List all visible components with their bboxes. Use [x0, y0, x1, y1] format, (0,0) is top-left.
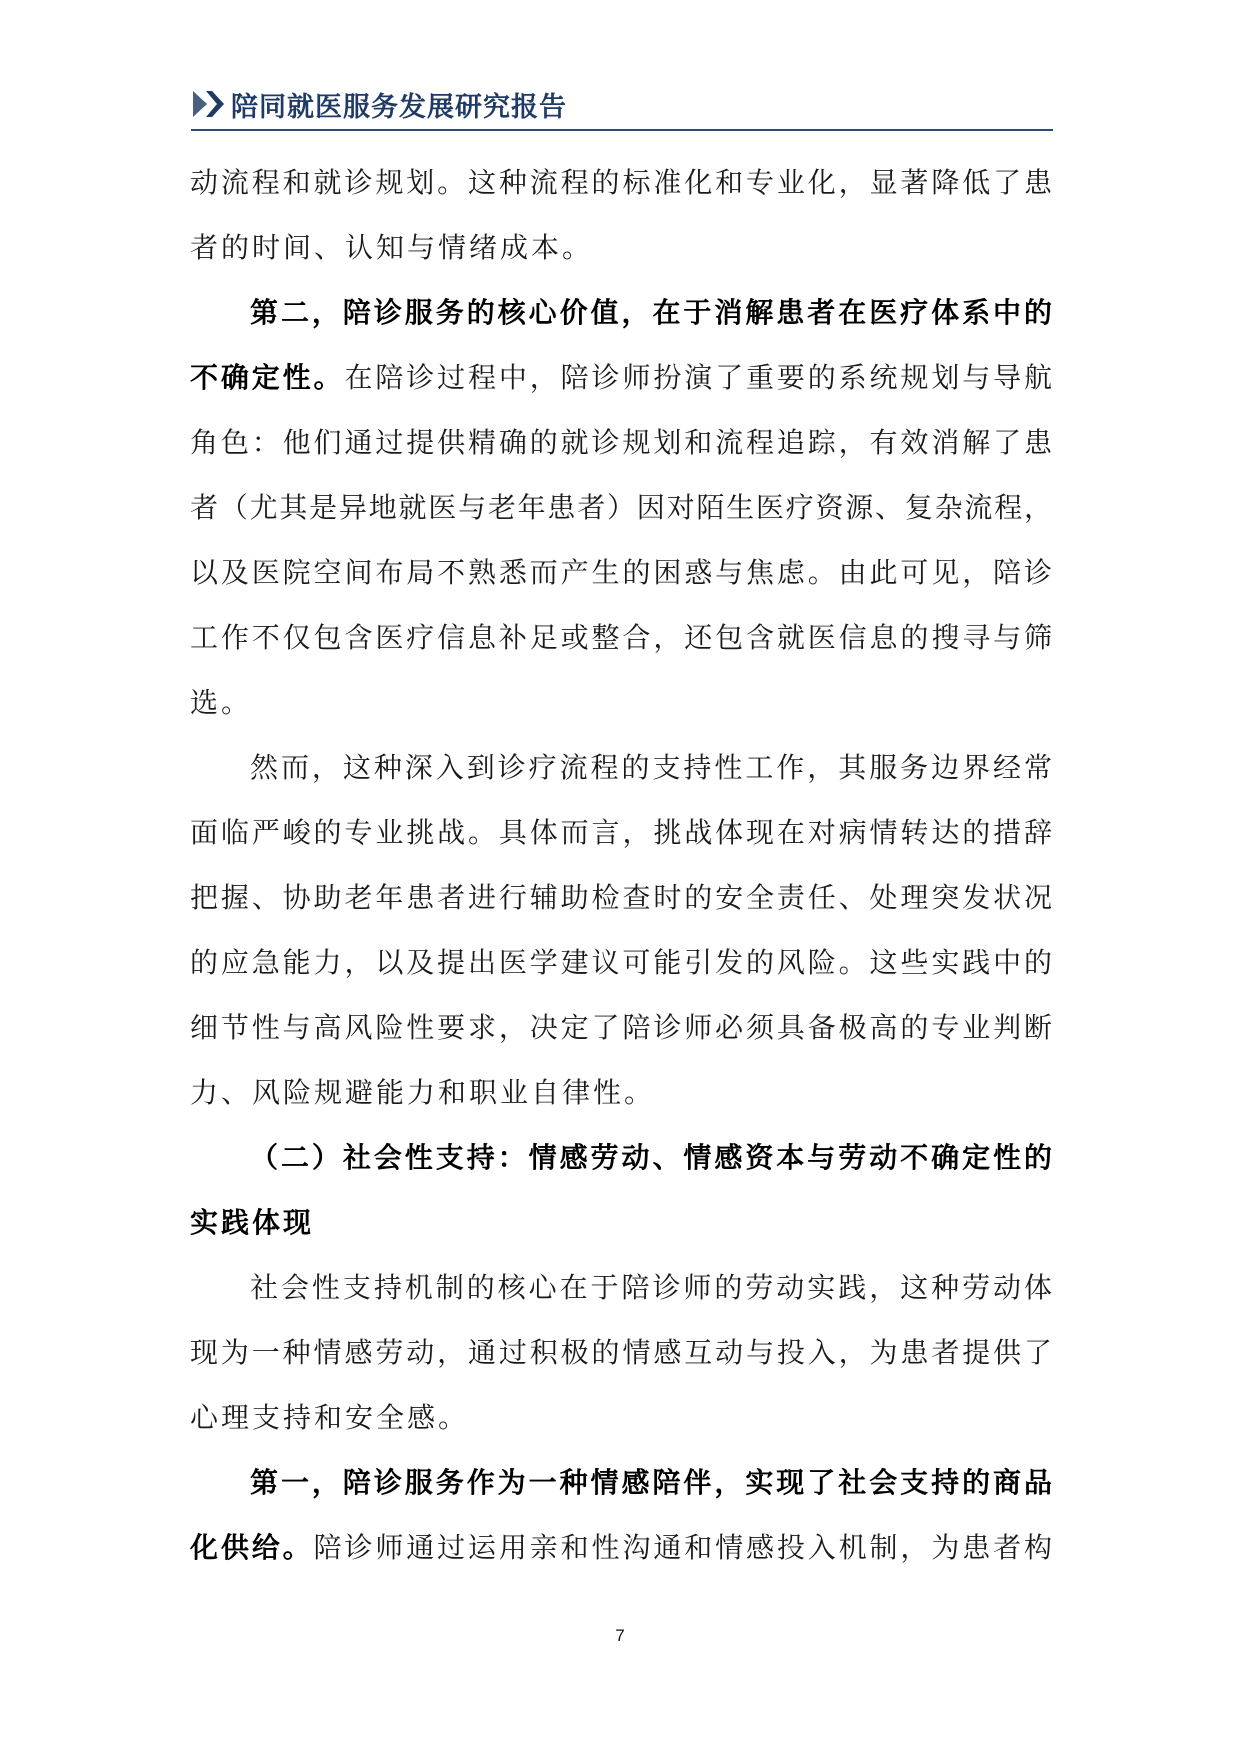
text-line	[190, 735, 1052, 800]
text-span: 把握、协助老年患者进行辅助检查时的安全责任、处理突发状况	[190, 881, 1052, 914]
text-span: 面临严峻的专业挑战。具体而言，挑战体现在对病情转达的措辞	[190, 816, 1052, 849]
body-text	[190, 150, 1052, 1580]
text-span: 社会性支持机制的核心在于陪诊师的劳动实践，这种劳动体	[250, 1271, 1052, 1304]
text-line	[190, 800, 1052, 865]
bold-text: 第一，陪诊服务作为一种情感陪伴，实现了社会支持的商品	[250, 1466, 1052, 1499]
text-line	[190, 215, 1052, 280]
text-line	[190, 540, 1052, 605]
text-line	[190, 865, 1052, 930]
text-span: 在陪诊过程中，陪诊师扮演了重要的系统规划与导航	[344, 361, 1052, 394]
double-chevron-right-icon	[193, 89, 225, 119]
text-line	[190, 1060, 1052, 1125]
text-line	[190, 280, 1052, 345]
bold-text: 第二，陪诊服务的核心价值，在于消解患者在医疗体系中的	[250, 296, 1052, 329]
text-span: 现为一种情感劳动，通过积极的情感互动与投入，为患者提供了	[190, 1336, 1052, 1369]
text-line	[190, 930, 1052, 995]
text-line	[190, 1190, 1052, 1255]
text-span: 工作不仅包含医疗信息补足或整合，还包含就医信息的搜寻与筛	[190, 621, 1052, 654]
text-line	[190, 1385, 1052, 1450]
text-span: 心理支持和安全感。	[190, 1401, 470, 1434]
text-line	[190, 1450, 1052, 1515]
text-line	[190, 605, 1052, 670]
text-span: 选。	[190, 686, 253, 719]
text-line	[190, 410, 1052, 475]
text-span: 者（尤其是异地就医与老年患者）因对陌生医疗资源、复杂流程，	[190, 491, 1052, 524]
text-line	[190, 345, 1052, 410]
bold-text: （二）社会性支持：情感劳动、情感资本与劳动不确定性的	[250, 1141, 1052, 1174]
bold-text: 不确定性。	[190, 361, 345, 394]
text-line	[190, 150, 1052, 215]
text-line	[190, 1125, 1052, 1190]
text-span: 者的时间、认知与情绪成本。	[190, 231, 594, 264]
text-span: 然而，这种深入到诊疗流程的支持性工作，其服务边界经常	[250, 751, 1052, 784]
text-line	[190, 475, 1052, 540]
text-span: 角色：他们通过提供精确的就诊规划和流程追踪，有效消解了患	[190, 426, 1052, 459]
text-span: 动流程和就诊规划。这种流程的标准化和专业化，显著降低了患	[190, 166, 1052, 199]
text-line	[190, 1515, 1052, 1580]
text-line	[190, 995, 1052, 1060]
text-span: 陪诊师通过运用亲和性沟通和情感投入机制，为患者构	[313, 1531, 1052, 1564]
text-line	[190, 1320, 1052, 1385]
text-span: 的应急能力，以及提出医学建议可能引发的风险。这些实践中的	[190, 946, 1052, 979]
page-number: 7	[615, 1626, 625, 1645]
text-line	[190, 670, 1052, 735]
running-header	[193, 84, 567, 124]
bold-text: 实践体现	[190, 1206, 315, 1239]
text-line	[190, 1255, 1052, 1320]
text-span: 细节性与高风险性要求，决定了陪诊师必须具备极高的专业判断	[190, 1011, 1052, 1044]
text-span: 力、风险规避能力和职业自律性。	[190, 1076, 656, 1109]
header-divider	[191, 129, 1053, 131]
bold-text: 化供给。	[190, 1531, 314, 1564]
report-title: 陪同就医服务发展研究报告	[231, 91, 567, 123]
text-span: 以及医院空间布局不熟悉而产生的困惑与焦虑。由此可见，陪诊	[190, 556, 1052, 589]
